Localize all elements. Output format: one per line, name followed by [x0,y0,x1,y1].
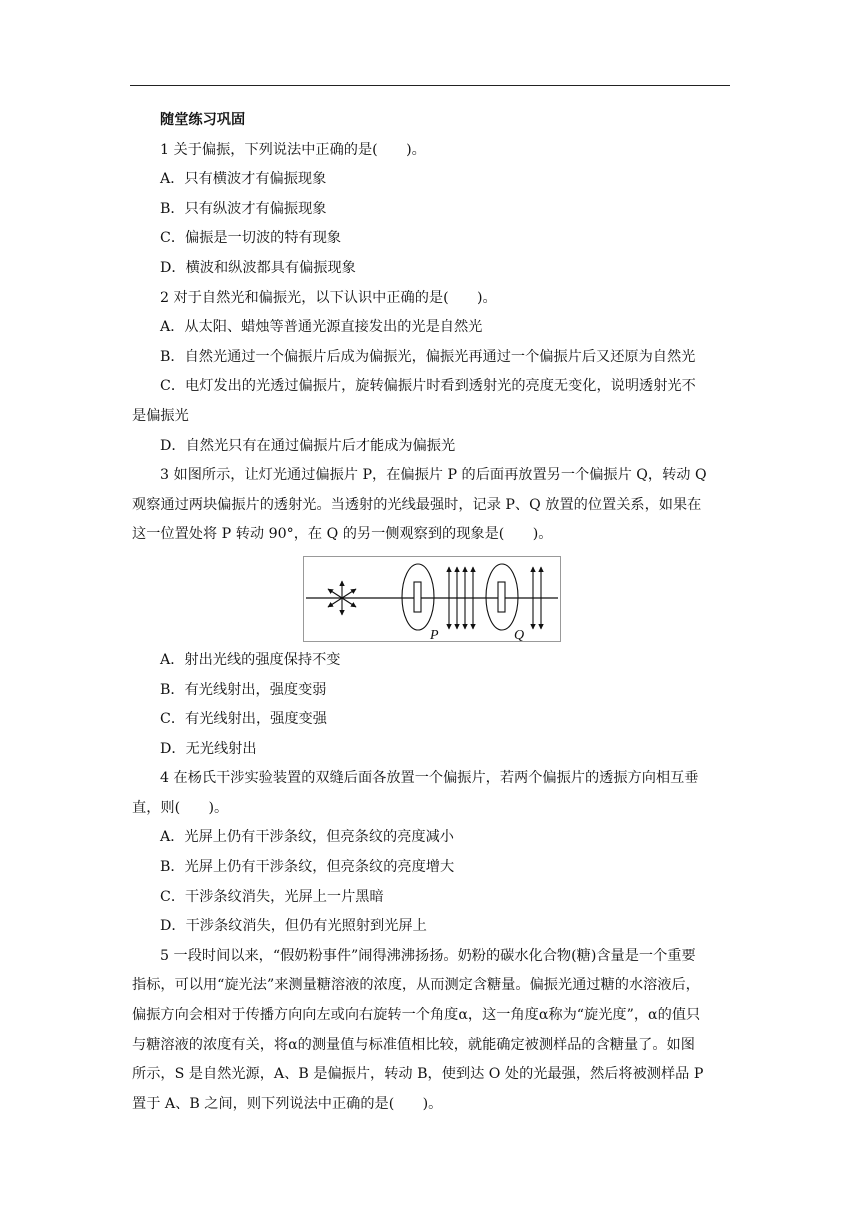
question-5-stem-line-1: 5 一段时间以来，“假奶粉事件”闹得沸沸扬扬。奶粉的碳水化合物(糖)含量是一个重要 [160,947,696,964]
section-title: 随堂练习巩固 [160,112,246,128]
q1-option-b: B．只有纵波才有偏振现象 [160,200,327,217]
q1-option-c: C．偏振是一切波的特有现象 [160,230,342,247]
q3-option-c: C．有光线射出，强度变强 [160,711,327,728]
question-2-stem: 2 对于自然光和偏振光，以下认识中正确的是( )。 [160,289,497,306]
q2-option-c-cont: 是偏振光 [132,407,189,424]
question-1-stem: 1 关于偏振，下列说法中正确的是( )。 [160,141,426,158]
q2-option-b: B．自然光通过一个偏振片后成为偏振光，偏振光再通过一个偏振片后又还原为自然光 [160,348,696,365]
q3-option-b: B．有光线射出，强度变弱 [160,681,327,698]
q4-option-a: A．光屏上仍有干涉条纹，但亮条纹的亮度减小 [160,829,454,846]
polarizer-figure [303,556,561,642]
polarizer-diagram [304,557,560,641]
question-5-stem-line-3: 偏振方向会相对于传播方向向左或向右旋转一个角度α，这一角度α称为“旋光度”，α的值只 [132,1007,701,1024]
label-p: P [430,627,439,641]
q2-option-a: A．从太阳、蜡烛等普通光源直接发出的光是自然光 [160,319,483,336]
question-3-stem-line-3: 这一位置处将 P 转动 90°，在 Q 的另一侧观察到的现象是( )。 [132,526,553,543]
header-rule [130,85,730,86]
question-4-stem-line-2: 直，则( )。 [132,799,229,816]
question-5-stem-line-2: 指标，可以用“旋光法”来测量糖溶液的浓度，从而测定含糖量。偏振光通过糖的水溶液后， [132,977,700,994]
question-4-stem-line-1: 4 在杨氏干涉实验装置的双缝后面各放置一个偏振片，若两个偏振片的透振方向相互垂 [160,770,699,787]
q3-option-a: A．射出光线的强度保持不变 [160,651,341,668]
polarizer-q-icon [486,564,518,630]
question-3-stem-line-2: 观察通过两块偏振片的透射光。当透射的光线最强时，记录 P、Q 放置的位置关系，如果在 [132,496,702,513]
q1-option-d: D．横波和纵波都具有偏振现象 [160,259,356,276]
exercise-page [132,106,732,1119]
q4-option-b: B．光屏上仍有干涉条纹，但亮条纹的亮度增大 [160,859,455,876]
label-q: Q [514,627,525,641]
q4-option-c: C．干涉条纹消失，光屏上一片黑暗 [160,888,384,905]
q1-option-a: A．只有横波才有偏振现象 [160,171,327,188]
polarizer-p-icon [402,564,434,630]
q3-option-d: D．无光线射出 [160,740,257,757]
q2-option-c: C．电灯发出的光透过偏振片，旋转偏振片时看到透射光的亮度无变化，说明透射光不 [160,378,696,395]
question-5-stem-line-6: 置于 A、B 之间，则下列说法中正确的是( )。 [132,1095,443,1112]
q2-option-d: D．自然光只有在通过偏振片后才能成为偏振光 [160,437,456,454]
question-3-stem-line-1: 3 如图所示，让灯光通过偏振片 P，在偏振片 P 的后面再放置另一个偏振片 Q，转动 Q [160,467,707,484]
q4-option-d: D．干涉条纹消失，但仍有光照射到光屏上 [160,918,427,935]
question-5-stem-line-4: 与糖溶液的浓度有关，将α的测量值与标准值相比较，就能确定被测样品的含糖量了。如图 [132,1036,695,1053]
question-5-stem-line-5: 所示，S 是自然光源，A、B 是偏振片，转动 B，使到达 O 处的光最强，然后将被测样品 P [132,1066,704,1083]
